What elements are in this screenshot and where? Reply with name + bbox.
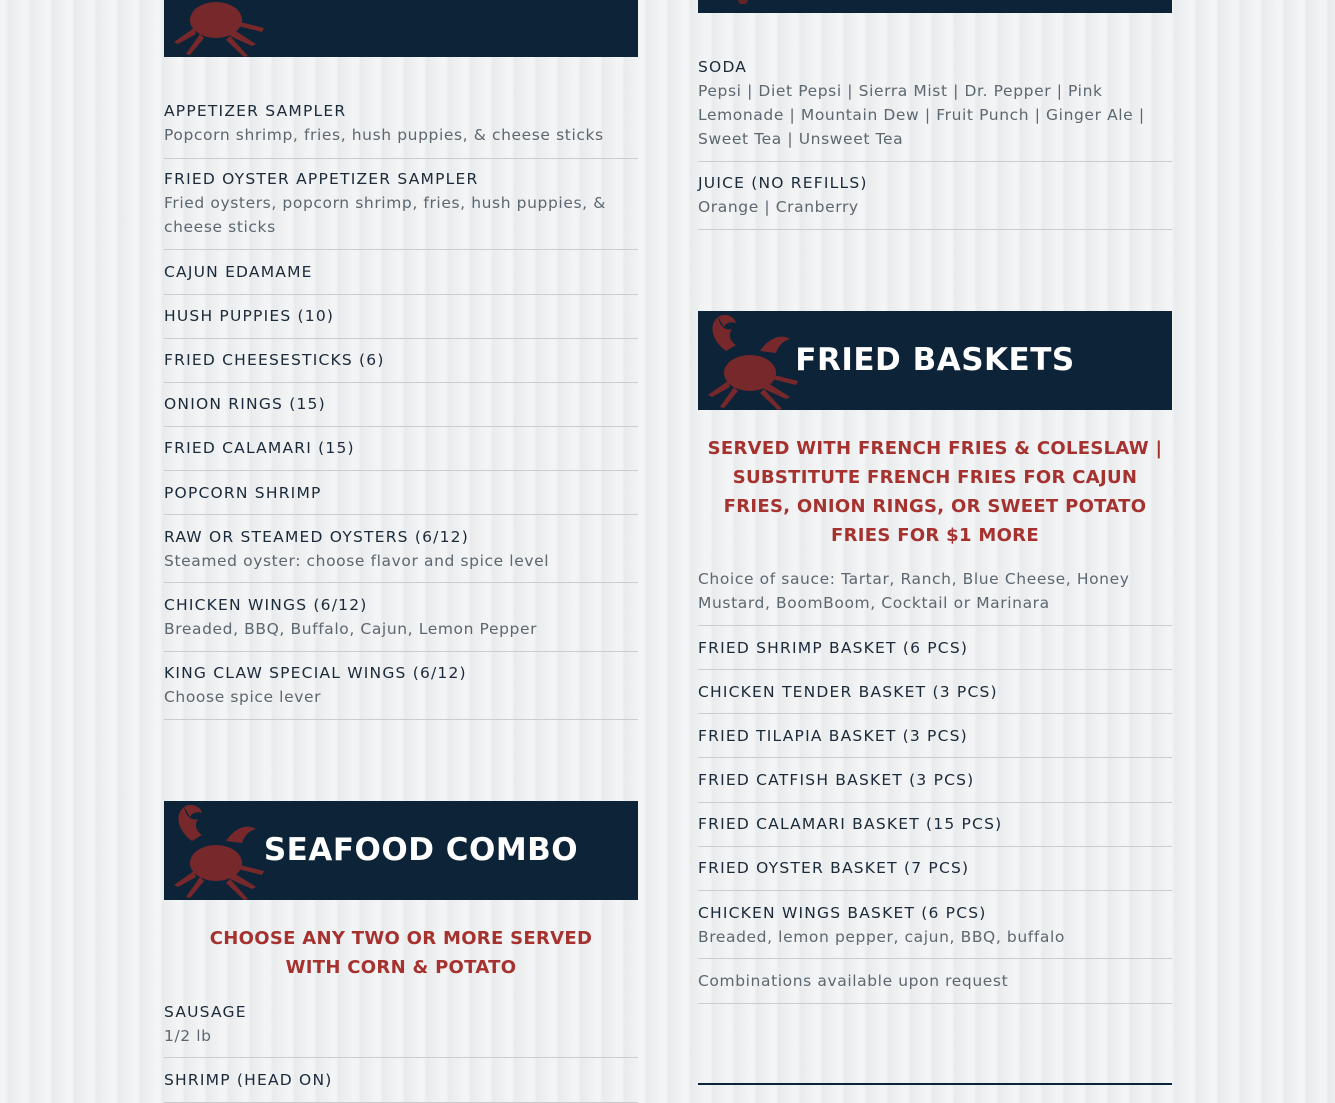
fried-baskets-note: SERVED WITH FRENCH FRIES & COLESLAW | SUBSTITUTE FRENCH FRIES FOR CAJUN FRIES, ONION RINGS, OR SWEET POTATO FRIES FOR $1 MORE [707,438,1163,546]
menu-item [698,768,1172,803]
menu-item [164,99,638,159]
menu-item [164,1068,638,1103]
item-name: HUSH PUPPIES (10) [164,307,335,325]
menu-item [698,55,1172,162]
seafood-combo-title: SEAFOOD COMBO [263,832,579,868]
item-desc: Steamed oyster: choose flavor and spice level [164,552,550,570]
item-name: CHICKEN TENDER BASKET (3 PCS) [698,683,998,701]
item-desc: Fried oysters, popcorn shrimp, fries, hush puppies, & cheese sticks [164,194,606,236]
menu-item [164,260,638,295]
item-desc: Orange | Cranberry [698,198,859,216]
item-name: FRIED CALAMARI BASKET (15 PCS) [698,815,1003,833]
item-desc: Popcorn shrimp, fries, hush puppies, & cheese sticks [164,126,604,144]
item-name: ONION RINGS (15) [164,395,326,413]
menu-item [164,348,638,383]
item-name: FRIED CHEESESTICKS (6) [164,351,385,369]
item-desc: Pepsi | Diet Pepsi | Sierra Mist | Dr. Pepper | Pink Lemonade | Mountain Dew | Fruit Punch | Ginger Ale | Sweet Tea | Unsweet Tea [698,82,1145,148]
item-name: FRIED TILAPIA BASKET (3 PCS) [698,727,968,745]
menu-item [164,1000,638,1058]
menu-item [698,680,1172,714]
menu-item [698,171,1172,230]
item-name: CHICKEN WINGS (6/12) [164,596,368,614]
menu-item [164,392,638,427]
menu-item [164,167,638,250]
drinks-banner [698,0,1172,13]
item-desc: Choice of sauce: Tartar, Ranch, Blue Cheese, Honey Mustard, BoomBoom, Cocktail or Marinara [698,570,1130,612]
menu-item [164,304,638,339]
menu-item [698,856,1172,891]
menu-item [698,812,1172,847]
menu-item [698,636,1172,670]
item-desc: Breaded, lemon pepper, cajun, BBQ, buffalo [698,928,1065,946]
menu-item [164,525,638,583]
appetizers-banner [164,0,638,57]
item-name: POPCORN SHRIMP [164,484,322,502]
item-name: RAW OR STEAMED OYSTERS (6/12) [164,528,469,546]
menu-item [164,593,638,652]
item-name: FRIED OYSTER BASKET (7 PCS) [698,859,970,877]
item-name: FRIED CALAMARI (15) [164,439,355,457]
item-name: FRIED SHRIMP BASKET (6 PCS) [698,639,969,657]
item-name: SHRIMP (HEAD ON) [164,1071,333,1089]
item-name: KING CLAW SPECIAL WINGS (6/12) [164,664,467,682]
item-name: SODA [698,58,748,76]
menu-item [698,724,1172,758]
item-name: CHICKEN WINGS BASKET (6 PCS) [698,904,987,922]
appetizers-title [164,0,638,57]
item-name: JUICE (NO REFILLS) [698,174,868,192]
item-desc: Combinations available upon request [698,972,1009,990]
item-name: APPETIZER SAMPLER [164,102,347,120]
item-name: FRIED CATFISH BASKET (3 PCS) [698,771,975,789]
menu-item [698,901,1172,959]
item-name: CAJUN EDAMAME [164,263,313,281]
combinations-note [698,969,1172,1004]
fried-baskets-title: FRIED BASKETS [795,342,1075,378]
item-desc: 1/2 lb [164,1027,212,1045]
fried-baskets-banner [698,311,1172,410]
item-desc: Choose spice lever [164,688,322,706]
seafood-combo-note: CHOOSE ANY TWO OR MORE SERVED WITH CORN & POTATO [209,928,593,978]
menu-item [164,661,638,720]
sauce-note [698,567,1172,626]
menu-item [164,481,638,515]
item-desc: Breaded, BBQ, Buffalo, Cajun, Lemon Pepper [164,620,538,638]
menu-item [164,436,638,471]
item-name: FRIED OYSTER APPETIZER SAMPLER [164,170,479,188]
seafood-combo-banner [164,801,638,900]
item-name: SAUSAGE [164,1003,247,1021]
